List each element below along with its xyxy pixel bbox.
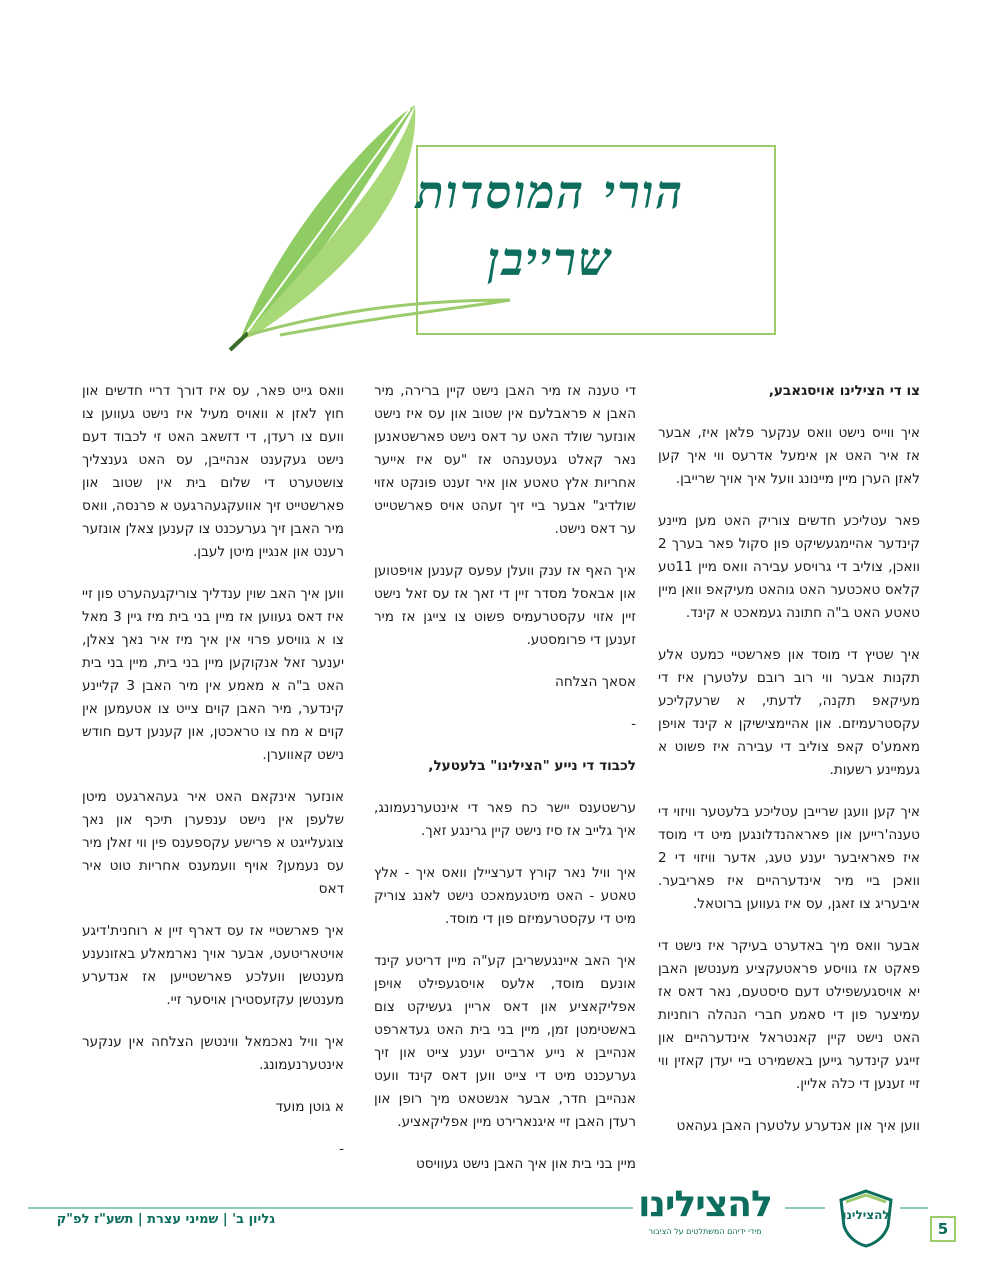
paragraph: וואס גייט פאר, עס איז דורך דריי חדשים און חוץ לאזן א וואויס מעיל איז נישט געווען צו וועם צו רעדן, די דזשאב האט זי לכבוד דעם נישט געקענט אנהייבן, עס האט גענצליך צושטערט די שלום בית אין שטוב און פארשטייט זיך אוועקגעהרגעט א פרנסה, וואס מיר האבן זיך גערעכנט צו קענען צאלן אונזער רענט און אנגיין מיטן לעבן.: [82, 383, 344, 560]
page-header: [0, 0, 1001, 360]
logo-tagline: מידי ידיהם המשתלטים על הציבור: [648, 1227, 762, 1236]
page-number: 5: [930, 1216, 956, 1242]
paragraph: ווען איך און אנדערע עלטערן האבן געהאט: [676, 1118, 920, 1134]
paragraph: ערשטענס יישר כח פאר די אינטערנעמונג, איך גלייב אז סיז נישט קיין גרינגע זאך.: [374, 800, 636, 839]
paragraph: ווען איך האב שוין ענדליך צוריקגעהערט פון זיי איז דאס געווען אז מיין בני בית מיז גיין 3 מאל צו א גוויסע פרוי אין איך מיז איר נאך צאלן, יענער זאל אנקוקען מיין בני בית, מיין בני בית האט ב"ה א מאמע אין מיר האבן 3 קליינע קינדער, מיר האבן קוים צייט צו אטעמען אין קוים א מח צו טראכטן, און קענען דעם חודש נישט קאווערן.: [82, 586, 344, 763]
paragraph: איך פארשטיי אז עס דארף זיין א רוחנית'דיגע אויטאריטעט, אבער אויך נארמאלע באזונענע מענטשן וועלכע פארשטייען אז אנדערע מענטשן עקזעסטירן אויסער זיי.: [82, 923, 344, 1008]
footer-divider: [785, 1207, 825, 1209]
separator-dash: -: [631, 716, 636, 732]
paragraph: איך האף אז ענק וועלן עפעס קענען אויפטוען און אבאסל מסדר זיין די זאך אז עס זאל נישט זיין אזוי עקסטרעמיס פשוט צו צייגן אז מיר זענען די פרומסטע.: [374, 563, 636, 648]
logo-wordmark: להצילינו: [638, 1184, 772, 1225]
footer-divider: [900, 1207, 928, 1209]
paragraph: איך ווייס נישט וואס ענקער פלאן איז, אבער אז איר האט אן אימעל אדרעס ווי איך קען לאזן הערן מיין מיינונג וועל איך אויך שרייבן.: [658, 425, 920, 487]
paragraph: איך האב איינגעשריבן קע"ה מיין דריטע קינד אונעם מוסד, אלעס אויסגעפילט אויפן אפליקאציע און דאס אריין געשיקט צום באשטימטן זמן, מיין בני בית האט געדארפט אנהייבן א נייע ארבייט יענע צייט און זיך גערעכנט מיט די צייט ווען דאס קינד וועט אנהייבן חדר, אבער אנשטאט מיך רופן און רעדן האבן זיי איגנארירט מיין אפליקאציע.: [374, 953, 636, 1130]
badge-label: להצילינו: [842, 1208, 890, 1222]
paragraph: מיין בני בית און איך האבן נישט געוויסט: [415, 1156, 636, 1172]
paragraph: די טענה אז מיר האבן נישט קיין ברירה, מיר האבן א פראבלעם אין שטוב און עס איז נישט אונזער שולד האט ער דאס נישט פארשטאנען נאר קאלט געטענהט אז "עס איז אייער אחריות אלץ טאטע און איר זענט פונקט אזוי שולדיג" אבער ביי זיך זעהט אויס פארשטייט ער דאס נישט.: [374, 383, 636, 537]
article-column-left: [82, 380, 344, 1160]
paragraph: איך שטיץ די מוסד און פארשטיי כמעט אלע תקנות אבער ווי רוב רובם עלטערן איז די מעיקאפ תקנה, לדעתי, א שרעקליכע עקסטרעמיזם. און אהיימצישיקן א קינד אויפן מאמע'ס קאפ צוליב די עבירה איז פשוט א געמיינע רשעות.: [658, 647, 920, 778]
separator-dash: -: [339, 1141, 344, 1157]
article-column-middle: [374, 380, 636, 1172]
issue-info: גליון ב' | שמיני עצרת | תשע"ז לפ"ק: [56, 1212, 275, 1227]
page-subtitle: שרייבן: [487, 232, 613, 286]
letter-greeting: צו די הצילינו אויסגאבע,: [768, 383, 920, 399]
shield-logo-icon: [836, 1188, 896, 1248]
paragraph: אונזער אינקאם האט איר געהארגעט מיטן שלעפן אין נישט ענפערן תיכף און נאך צוגעלייגט א פרישע עקספענס פין ווי זאלן מיר עס נעמען? אויף וועמענס אחריות טוט איר דאס: [82, 789, 344, 897]
paragraph: אבער וואס מיך באדערט בעיקר איז נישט די פאקט אז גוויסע פראטעקציע מענטשן האבן יא אויסגעשפילט דעם סיסטעם, נאר דאס אז עמיצער פון די סאמע חברי הנהלה רוחניות האט נישט קיין קאנטראל אינדערהיים און זייגע קינדער גייען באשמירט ביי יעדן קאזין ווי זיי זענען די כלה אליין.: [658, 938, 920, 1092]
publication-logo: [630, 1185, 780, 1245]
letter-signoff: אסאך הצלחה: [554, 674, 636, 690]
paragraph: איך קען וועגן שרייבן עטליכע בלעטער וויזוי די טענה'רייען און פאראהנדלונגען מיט די מוסד איז פאראיבער יענע טעג, אדער וויזוי די 2 וואכן ביי מיר אינדערהיים איז פאריבער. איבעריג צו זאגן, עס איז געווען ברוטאל.: [658, 804, 920, 912]
article-column-right: [658, 380, 920, 1160]
letter-greeting: לכבוד די נייע "הצילינו" בלעטעל,: [428, 758, 636, 774]
footer-divider: [28, 1207, 633, 1209]
paragraph: איך וויל נאכמאל ווינטשן הצלחה אין ענקער אינטערנעמונג.: [82, 1034, 344, 1073]
page-title: הורי המוסדות: [415, 165, 685, 219]
paragraph: פאר עטליכע חדשים צוריק האט מען מיינע קינדער אהיימגעשיקט פון סקול פאר בערך 2 וואכן, צוליב די גרויסע עבירה וואס מיין 11טע קלאס טאכטער האט גוהאט מעיקאפ וואן מיין טאטע האט ב"ה חתונה געמאכט א קינד.: [658, 513, 920, 621]
letter-signoff: א גוטן מועד: [275, 1099, 344, 1115]
paragraph: איך וויל נאר קורץ דערציילן וואס איך - אלץ טאטע - האט מיטגעמאכט נישט לאנג צוריק מיט די עקסטרעמיזם פון די מוסד.: [374, 865, 636, 927]
